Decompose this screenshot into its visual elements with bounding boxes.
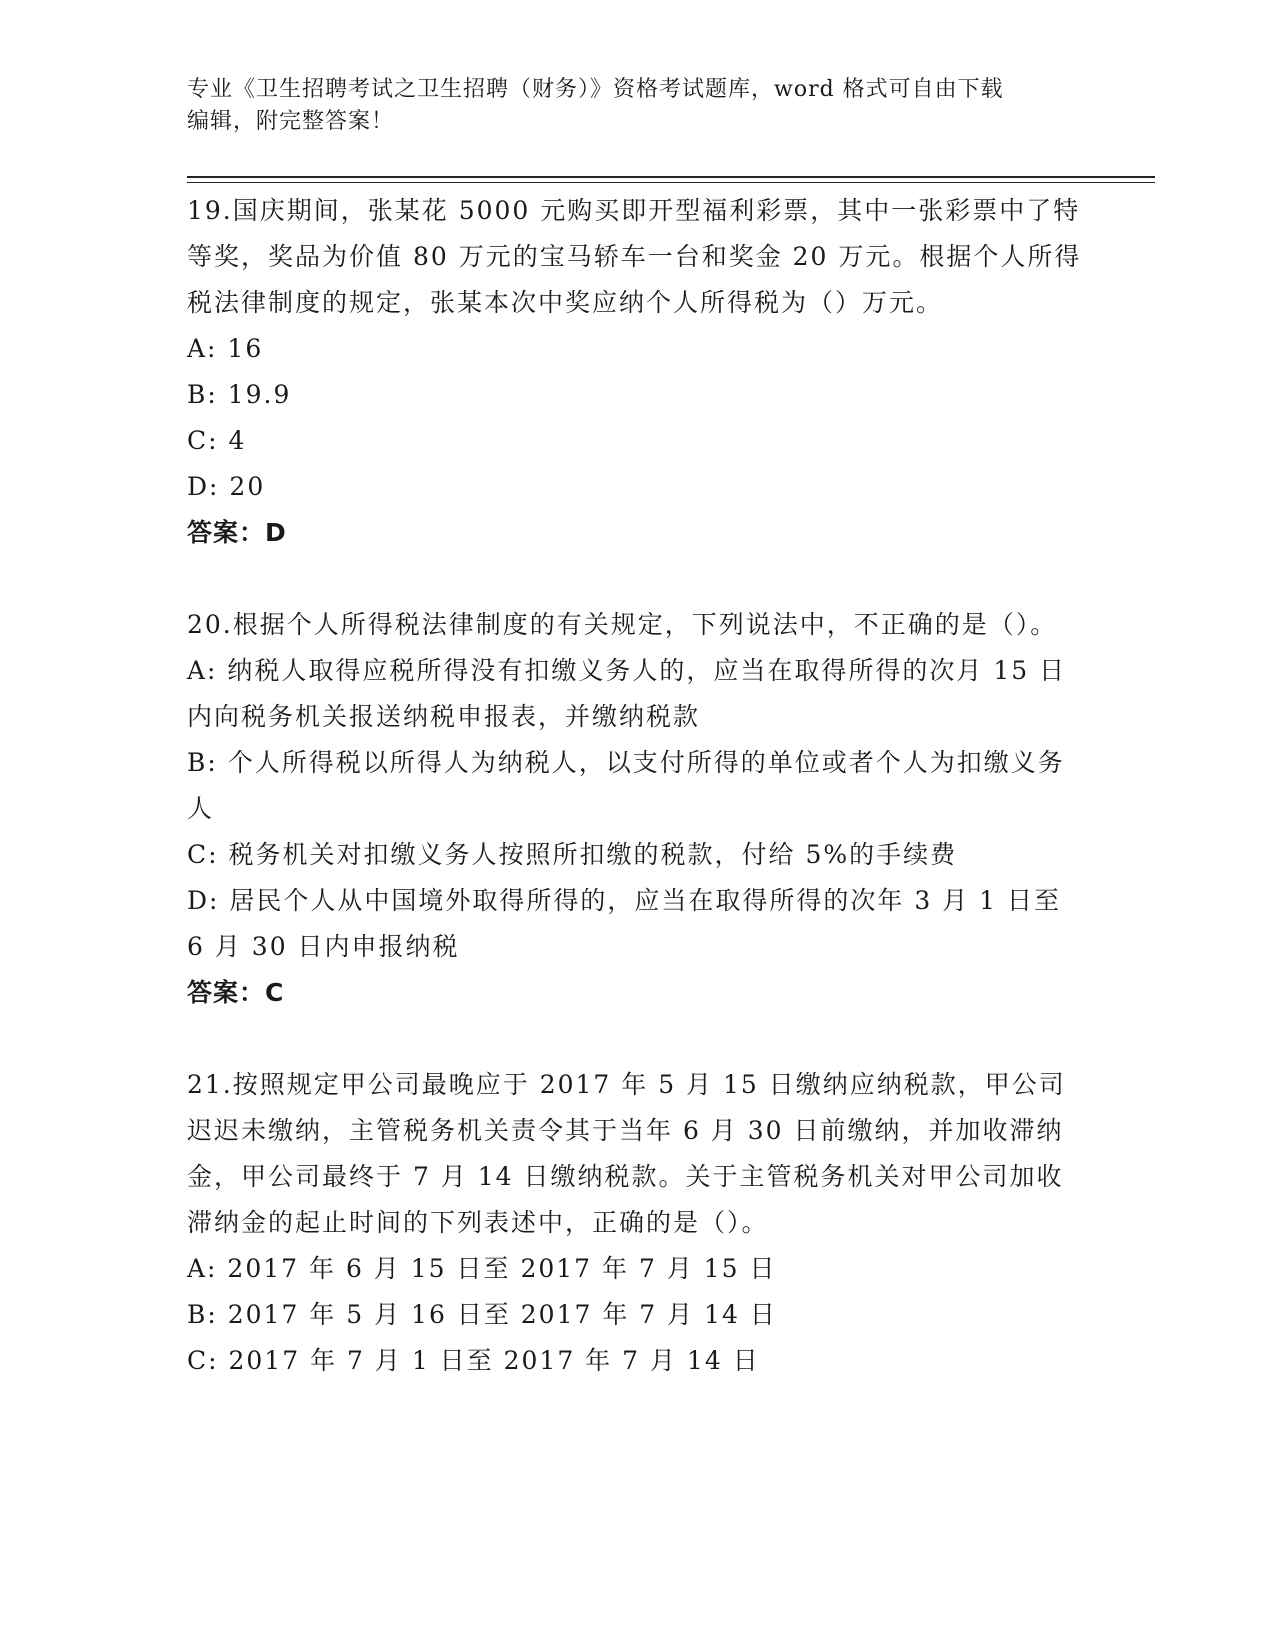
document-header [187,74,1067,138]
option-c: C: 税务机关对扣缴义务人按照所扣缴的税款，付给 5%的手续费 [187,840,958,869]
answer: 答案：D [187,518,287,547]
spacer [187,556,1087,602]
option-b: B: 个人所得税以所得人为纳税人，以支付所得的单位或者个人为扣缴义务人 [187,748,1065,823]
header-rule-thick [187,176,1155,178]
question-text: 21.按照规定甲公司最晚应于 2017 年 5 月 15 日缴纳应纳税款，甲公司迟迟未缴纳，主管税务机关责令其于当年 6 月 30 日前缴纳，并加收滞纳金，甲公司最终于 7 月 14 日缴纳税款。关于主管税务机关对甲公司加收滞纳金的起止时间的下列表述中，正确的是（）。 [187,1070,1066,1237]
question-text: 19.国庆期间，张某花 5000 元购买即开型福利彩票，其中一张彩票中了特等奖，奖品为价值 80 万元的宝马轿车一台和奖金 20 万元。根据个人所得税法律制度的规定，张某本次中奖应纳个人所得税为（）万元。 [187,196,1082,317]
header-line-1: 专业《卫生招聘考试之卫生招聘（财务）》资格考试题库，word 格式可自由下载 [187,77,1004,102]
option-a: A: 2017 年 6 月 15 日至 2017 年 7 月 15 日 [187,1254,777,1283]
option-b: B: 2017 年 5 月 16 日至 2017 年 7 月 14 日 [187,1300,777,1329]
question-21 [187,1062,1087,1384]
question-20 [187,602,1087,1016]
header-rule-thin [187,182,1155,183]
option-d: D: 居民个人从中国境外取得所得的，应当在取得所得的次年 3 月 1 日至 6 月 30 日内申报纳税 [187,886,1062,961]
spacer [187,1016,1087,1062]
question-list [187,188,1087,1384]
header-line-2: 编辑，附完整答案！ [187,109,395,134]
option-a: A: 16 [187,334,264,363]
option-c: C: 4 [187,426,247,455]
option-d: D: 20 [187,472,266,501]
option-b: B: 19.9 [187,380,292,409]
answer: 答案：C [187,978,285,1007]
option-a: A: 纳税人取得应税所得没有扣缴义务人的，应当在取得所得的次月 15 日内向税务机关报送纳税申报表，并缴纳税款 [187,656,1067,731]
question-text: 20.根据个人所得税法律制度的有关规定，下列说法中，不正确的是（）。 [187,610,1058,639]
question-19 [187,188,1087,556]
option-c: C: 2017 年 7 月 1 日至 2017 年 7 月 14 日 [187,1346,760,1375]
